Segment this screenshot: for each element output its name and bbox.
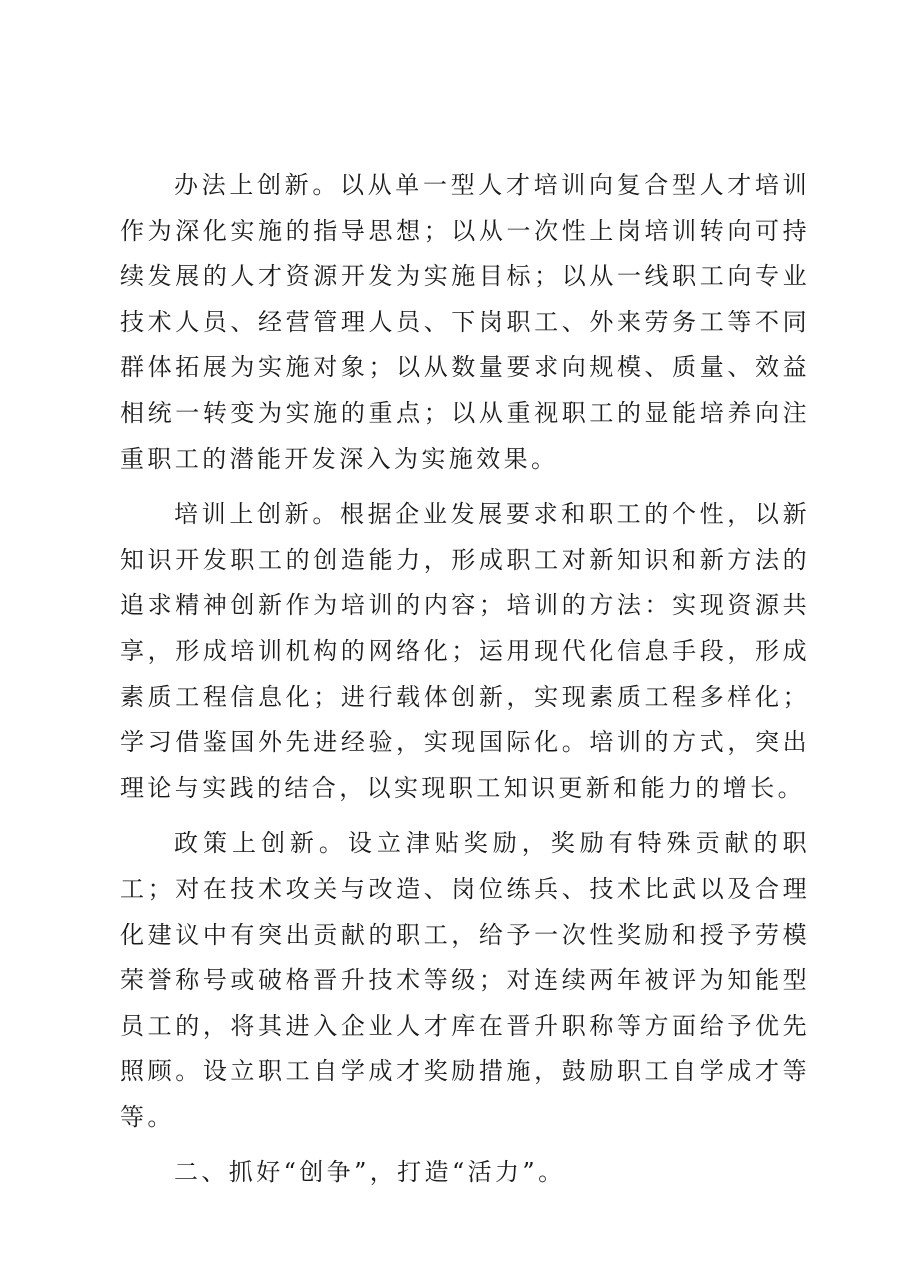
document-body xyxy=(120,163,810,1206)
paragraph-method-innovation: 办法上创新。以从单一型人才培训向复合型人才培训作为深化实施的指导思想；以从一次性上岗培训转向可持续发展的人才资源开发为实施目标；以从一线职工向专业技术人员、经营管理人员、下岗职工、外来劳务工等不同群体拓展为实施对象；以从数量要求向规模、质量、效益相统一转变为实施的重点；以从重视职工的显能培养向注重职工的潜能开发深入为实施效果。 xyxy=(120,171,810,473)
paragraph-policy-innovation: 政策上创新。设立津贴奖励，奖励有特殊贡献的职工；对在技术攻关与改造、岗位练兵、技术比武以及合理化建议中有突出贡献的职工，给予一次性奖励和授予劳模荣誉称号或破格晋升技术等级；对连续两年被评为知能型员工的，将其进入企业人才库在晋升职称等方面给予优先照顾。设立职工自学成才奖励措施，鼓励职工自学成才等等。 xyxy=(120,829,810,1131)
section-heading-two: 二、抓好“创争”，打造“活力”。 xyxy=(174,1158,566,1187)
paragraph-training-innovation: 培训上创新。根据企业发展要求和职工的个性，以新知识开发职工的创造能力，形成职工对新知识和新方法的追求精神创新作为培训的内容；培训的方法：实现资源共享，形成培训机构的网络化；运用现代化信息手段，形成素质工程信息化；进行载体创新，实现素质工程多样化；学习借鉴国外先进经验，实现国际化。培训的方式，突出理论与实践的结合，以实现职工知识更新和能力的增长。 xyxy=(120,500,810,802)
